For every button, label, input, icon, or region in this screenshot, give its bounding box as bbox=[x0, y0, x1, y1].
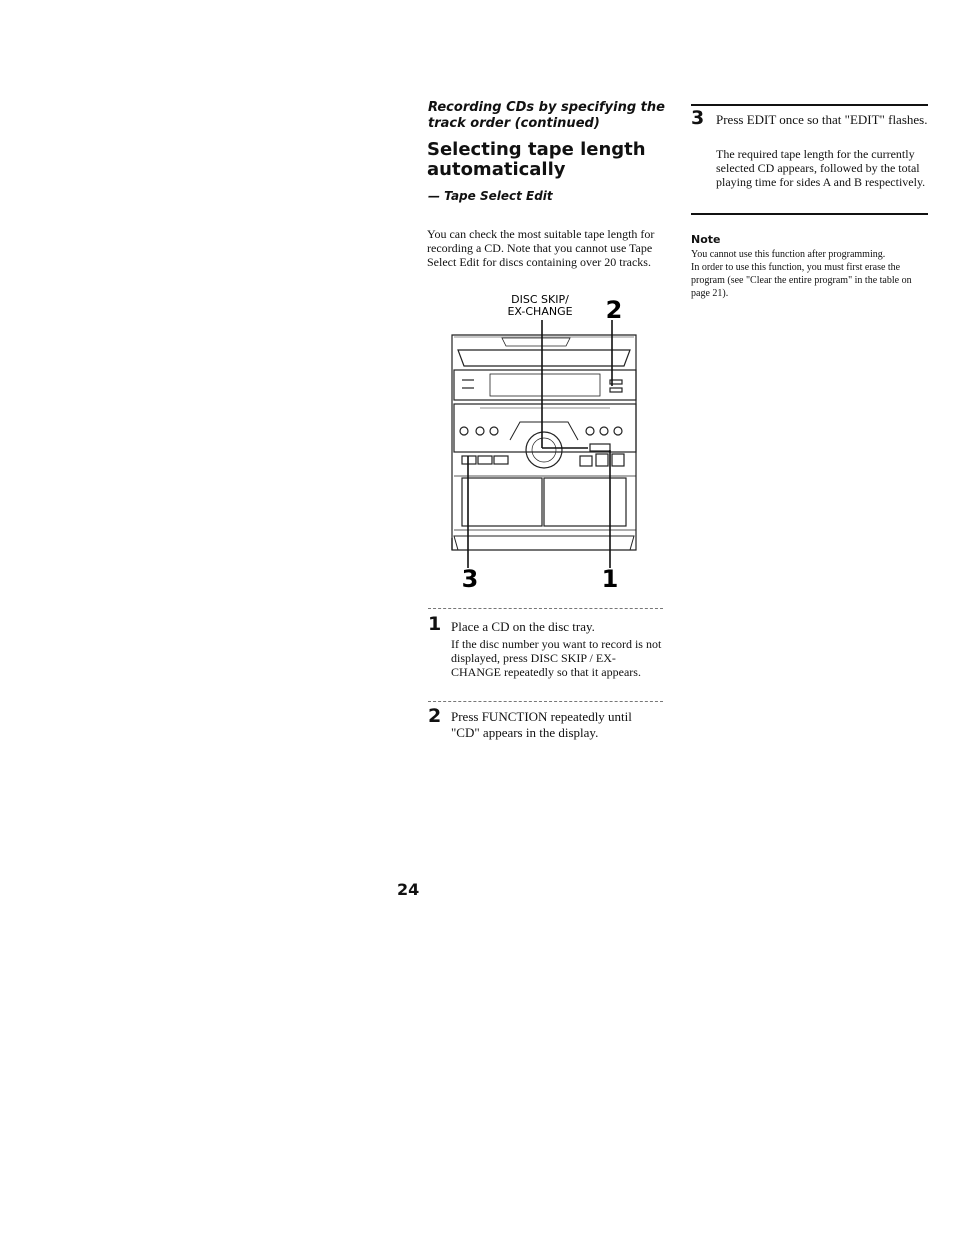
note-line-2: In order to use this function, you must first erase the program (see "Clear the entire program" in the table on page 21). bbox=[691, 262, 912, 299]
step-3-detail: The required tape length for the currently selected CD appears, followed by the total playing time for sides A and B respectively. bbox=[716, 147, 926, 189]
step-3-instruction: Press EDIT once so that "EDIT" flashes. bbox=[716, 112, 928, 127]
step-1-detail: If the disc number you want to record is not displayed, press DISC SKIP / EX-CHANGE repeatedly so that it appears. bbox=[451, 637, 662, 679]
callout-2: 2 bbox=[605, 296, 623, 324]
step-1-instruction: Place a CD on the disc tray. bbox=[451, 619, 595, 634]
page-title: Selecting tape length automatically bbox=[427, 139, 646, 180]
stereo-system-diagram bbox=[440, 290, 660, 600]
disc-skip-label: DISC SKIP/ bbox=[511, 293, 569, 306]
step-1-rule bbox=[428, 608, 663, 609]
step-3-top-rule bbox=[691, 104, 928, 106]
page-subtitle: — Tape Select Edit bbox=[428, 189, 553, 203]
step-2-rule bbox=[428, 701, 663, 702]
note-heading: Note bbox=[691, 233, 721, 246]
note-body bbox=[691, 248, 931, 300]
ex-change-label: EX-CHANGE bbox=[507, 305, 573, 318]
note-line-1: You cannot use this function after programming. bbox=[691, 249, 886, 260]
section-header: Recording CDs by specifying the track order (continued) bbox=[428, 100, 665, 131]
callout-3: 3 bbox=[461, 565, 479, 593]
step-1-number: 1 bbox=[428, 613, 442, 635]
intro-paragraph: You can check the most suitable tape length for recording a CD. Note that you cannot use Tape Select Edit for discs containing over 20 tracks. bbox=[427, 227, 655, 269]
callout-1: 1 bbox=[601, 565, 619, 593]
step-2-instruction: Press FUNCTION repeatedly until "CD" appears in the display. bbox=[451, 709, 632, 740]
step-3-bottom-rule bbox=[691, 213, 928, 215]
step-3-number: 3 bbox=[691, 107, 705, 129]
step-2-number: 2 bbox=[428, 705, 442, 727]
page-number: 24 bbox=[397, 880, 420, 899]
